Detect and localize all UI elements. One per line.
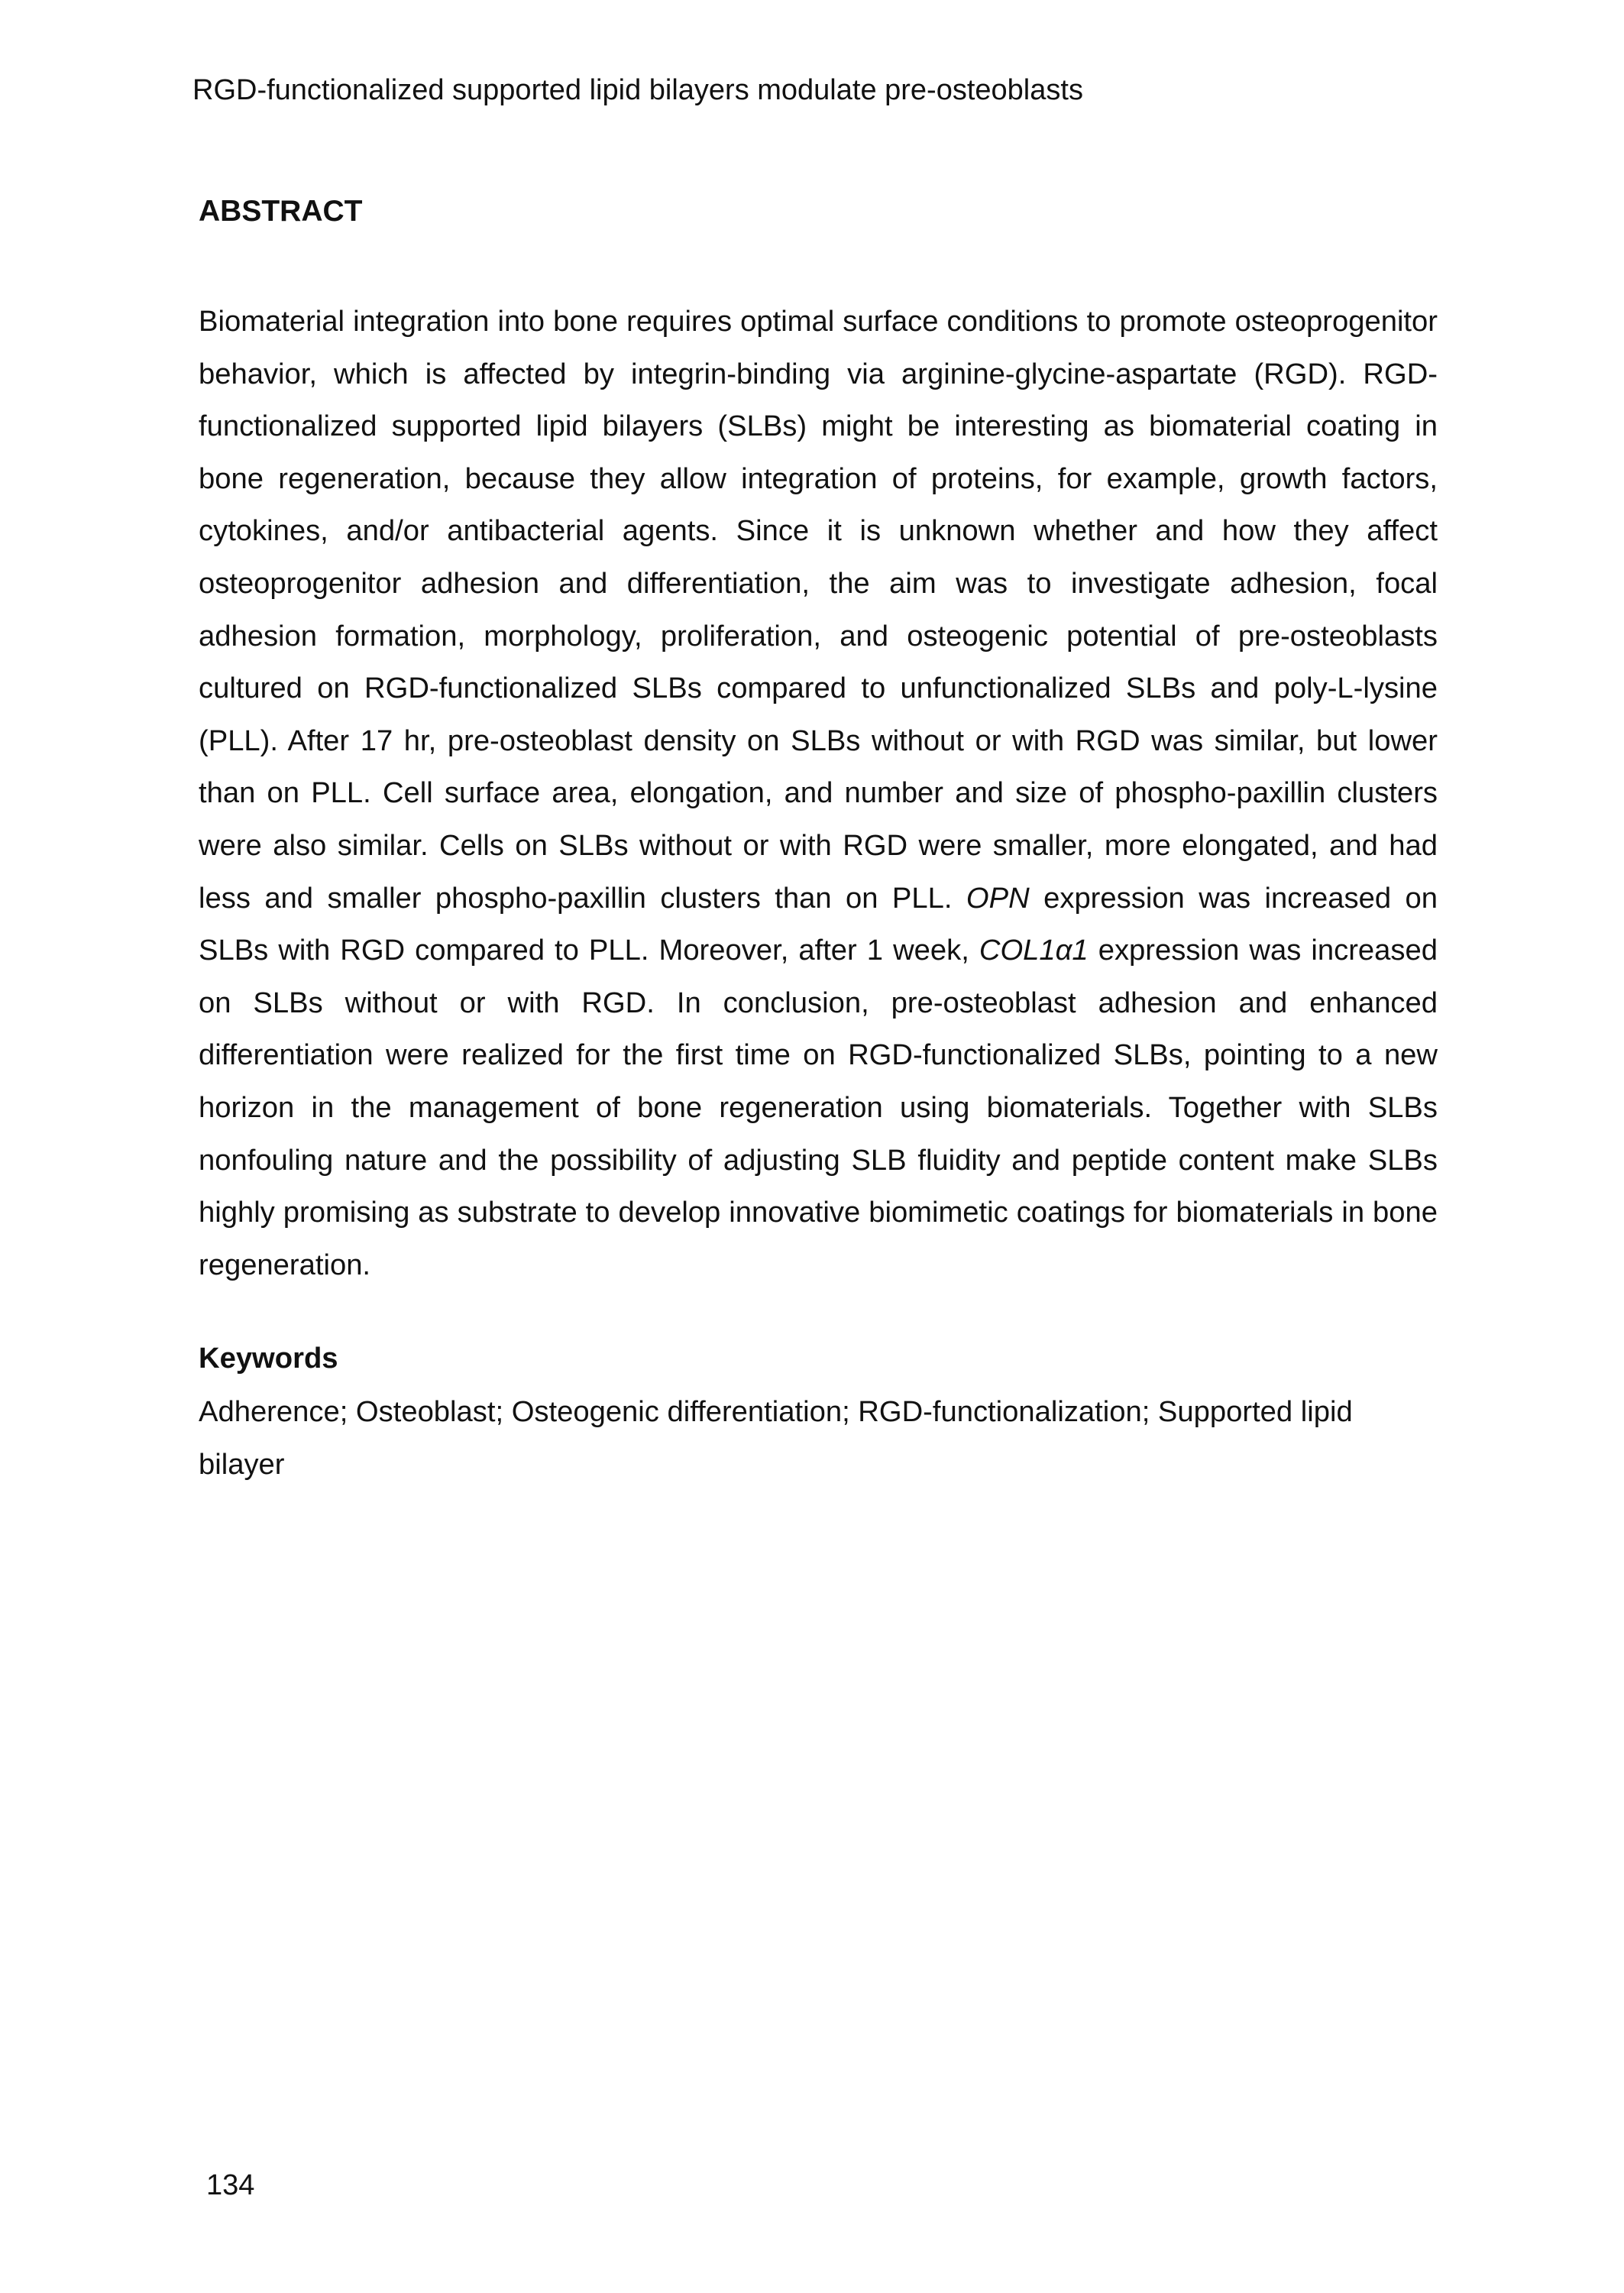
keywords-heading: Keywords [199,1342,338,1375]
abstract-text-part-3: expression was increased on SLBs without or with RGD. In conclusion, pre-osteoblast adhesion and enhanced differentiation were realized for the first time on RGD-functionalized SLBs, pointing to a new horizon in the management of bone regeneration using biomaterials. Together with SLBs nonfouling nature and the possibility of adjusting SLB fluidity and peptide content make SLBs highly promising as substrate to develop innovative biomimetic coatings for biomaterials in bone regeneration. [199,934,1438,1281]
abstract-text-part-2: expression was increased on SLBs with RGD compared to PLL. Moreover, after 1 week, [199,881,1438,967]
abstract-paragraph [199,296,1438,1291]
page-number: 134 [206,2169,255,2201]
gene-col1a1: COL1α1 [979,934,1089,967]
abstract-section [199,193,1438,1491]
abstract-text-part-1: Biomaterial integration into bone requires optimal surface conditions to promote osteoprogenitor behavior, which is affected by integrin-binding via arginine-glycine-aspartate (RGD). RGD-functionalized supported lipid bilayers (SLBs) might be interesting as biomaterial coating in bone regeneration, because they allow integration of proteins, for example, growth factors, cytokines, and/or antibacterial agents. Since it is unknown whether and how they affect osteoprogenitor adhesion and differentiation, the aim was to investigate adhesion, focal adhesion formation, morphology, proliferation, and osteogenic potential of pre-osteoblasts cultured on RGD-functionalized SLBs compared to unfunctionalized SLBs and poly-L-lysine (PLL). After 17 hr, pre-osteoblast density on SLBs without or with RGD was similar, but lower than on PLL. Cell surface area, elongation, and number and size of phospho-paxillin clusters were also similar. Cells on SLBs without or with RGD were smaller, more elongated, and had less and smaller phospho-paxillin clusters than on PLL. [199,305,1438,915]
gene-opn: OPN [966,881,1030,915]
abstract-heading: ABSTRACT [199,195,363,228]
running-header: RGD-functionalized supported lipid bilayers modulate pre-osteoblasts [192,74,1083,106]
keywords-list: Adherence; Osteoblast; Osteogenic differentiation; RGD-functionalization; Supported lipid bilayer [199,1395,1353,1481]
